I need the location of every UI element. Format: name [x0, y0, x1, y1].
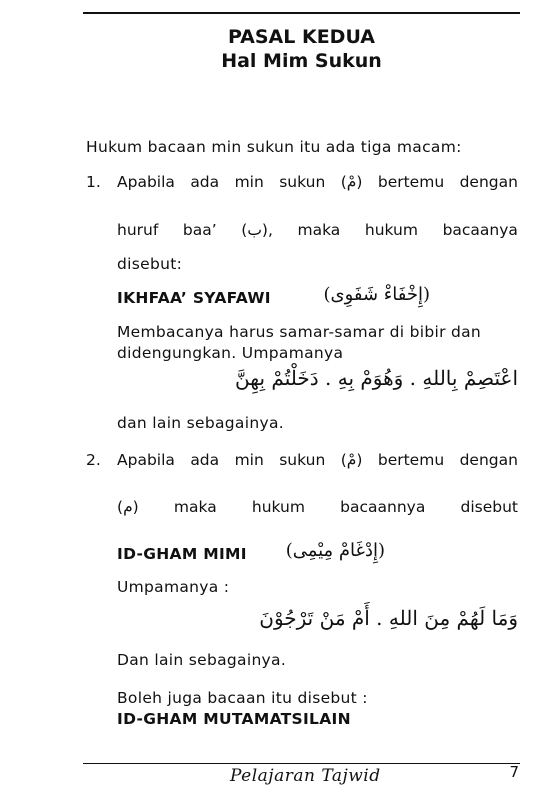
- word: hukum: [364, 221, 418, 239]
- item-1-term-arabic: (إِخْفَاءْ شَفَوِى): [323, 284, 430, 305]
- word: bacaanya: [442, 221, 518, 239]
- item-2-number: 2.: [86, 451, 101, 469]
- item-1-description-line-2: didengungkan. Umpamanya: [117, 344, 344, 362]
- intro-text: Hukum bacaan min sukun itu ada tiga macam:: [86, 138, 462, 156]
- word: huruf: [117, 221, 159, 239]
- word: ada: [190, 173, 220, 191]
- word: baa’: [182, 221, 217, 239]
- item-1-number: 1.: [86, 173, 101, 191]
- item-1-term: IKHFAA’ SYAFAWI: [117, 289, 271, 307]
- bottom-rule: [83, 763, 520, 764]
- word: dengan: [459, 451, 518, 469]
- footer-book-title: Pelajaran Tajwid: [230, 766, 381, 786]
- word: bacaannya: [340, 498, 426, 516]
- item-1-arabic-example: اعْتَصِمْ بِاللهِ . وَهُوَمْ بِهِ . دَخَلْتُمْ بِهِنَّ: [235, 366, 518, 390]
- word: (م): [117, 498, 139, 516]
- item-2-outro: Dan lain sebagainya.: [117, 651, 287, 669]
- item-1-outro: dan lain sebagainya.: [117, 414, 284, 432]
- item-2-term: ID-GHAM MIMI: [117, 545, 247, 563]
- word: sukun: [279, 173, 326, 191]
- item-2-line-1: [117, 451, 518, 469]
- word: maka: [173, 498, 217, 516]
- word: min: [234, 451, 264, 469]
- word: Apabila: [117, 451, 175, 469]
- word: hukum: [251, 498, 305, 516]
- word: disebut: [460, 498, 518, 516]
- word: min: [234, 173, 264, 191]
- item-2-arabic-example: وَمَا لَهُمْ مِنَ اللهِ . أَمْ مَنْ تَرْجُوْنَ: [259, 606, 518, 630]
- chapter-subtitle: Hal Mim Sukun: [221, 50, 382, 72]
- word: dengan: [459, 173, 518, 191]
- item-1-line-1: [117, 173, 518, 191]
- item-1-description-line-1: Membacanya harus samar-samar di bibir dan: [117, 323, 482, 341]
- closing-text: Boleh juga bacaan itu disebut :: [117, 689, 368, 707]
- word: bertemu: [377, 173, 445, 191]
- item-2-line-2: [117, 498, 518, 516]
- item-2-example-label: Umpamanya :: [117, 578, 230, 596]
- item-1-line-2: [117, 221, 518, 239]
- word: bertemu: [377, 451, 445, 469]
- item-1-line-3: disebut:: [117, 255, 183, 273]
- word: (مْ): [340, 451, 363, 469]
- word: sukun: [279, 451, 326, 469]
- chapter-title: PASAL KEDUA: [227, 26, 376, 48]
- item-2-term-arabic: (إِدْغَامْ مِيْمِى): [285, 540, 385, 561]
- word: ada: [190, 451, 220, 469]
- word: (مْ): [340, 173, 363, 191]
- page-number: 7: [509, 763, 519, 781]
- top-rule: [83, 12, 520, 14]
- word: (ب),: [241, 221, 273, 239]
- closing-term: ID-GHAM MUTAMATSILAIN: [117, 710, 351, 728]
- word: Apabila: [117, 173, 175, 191]
- word: maka: [297, 221, 341, 239]
